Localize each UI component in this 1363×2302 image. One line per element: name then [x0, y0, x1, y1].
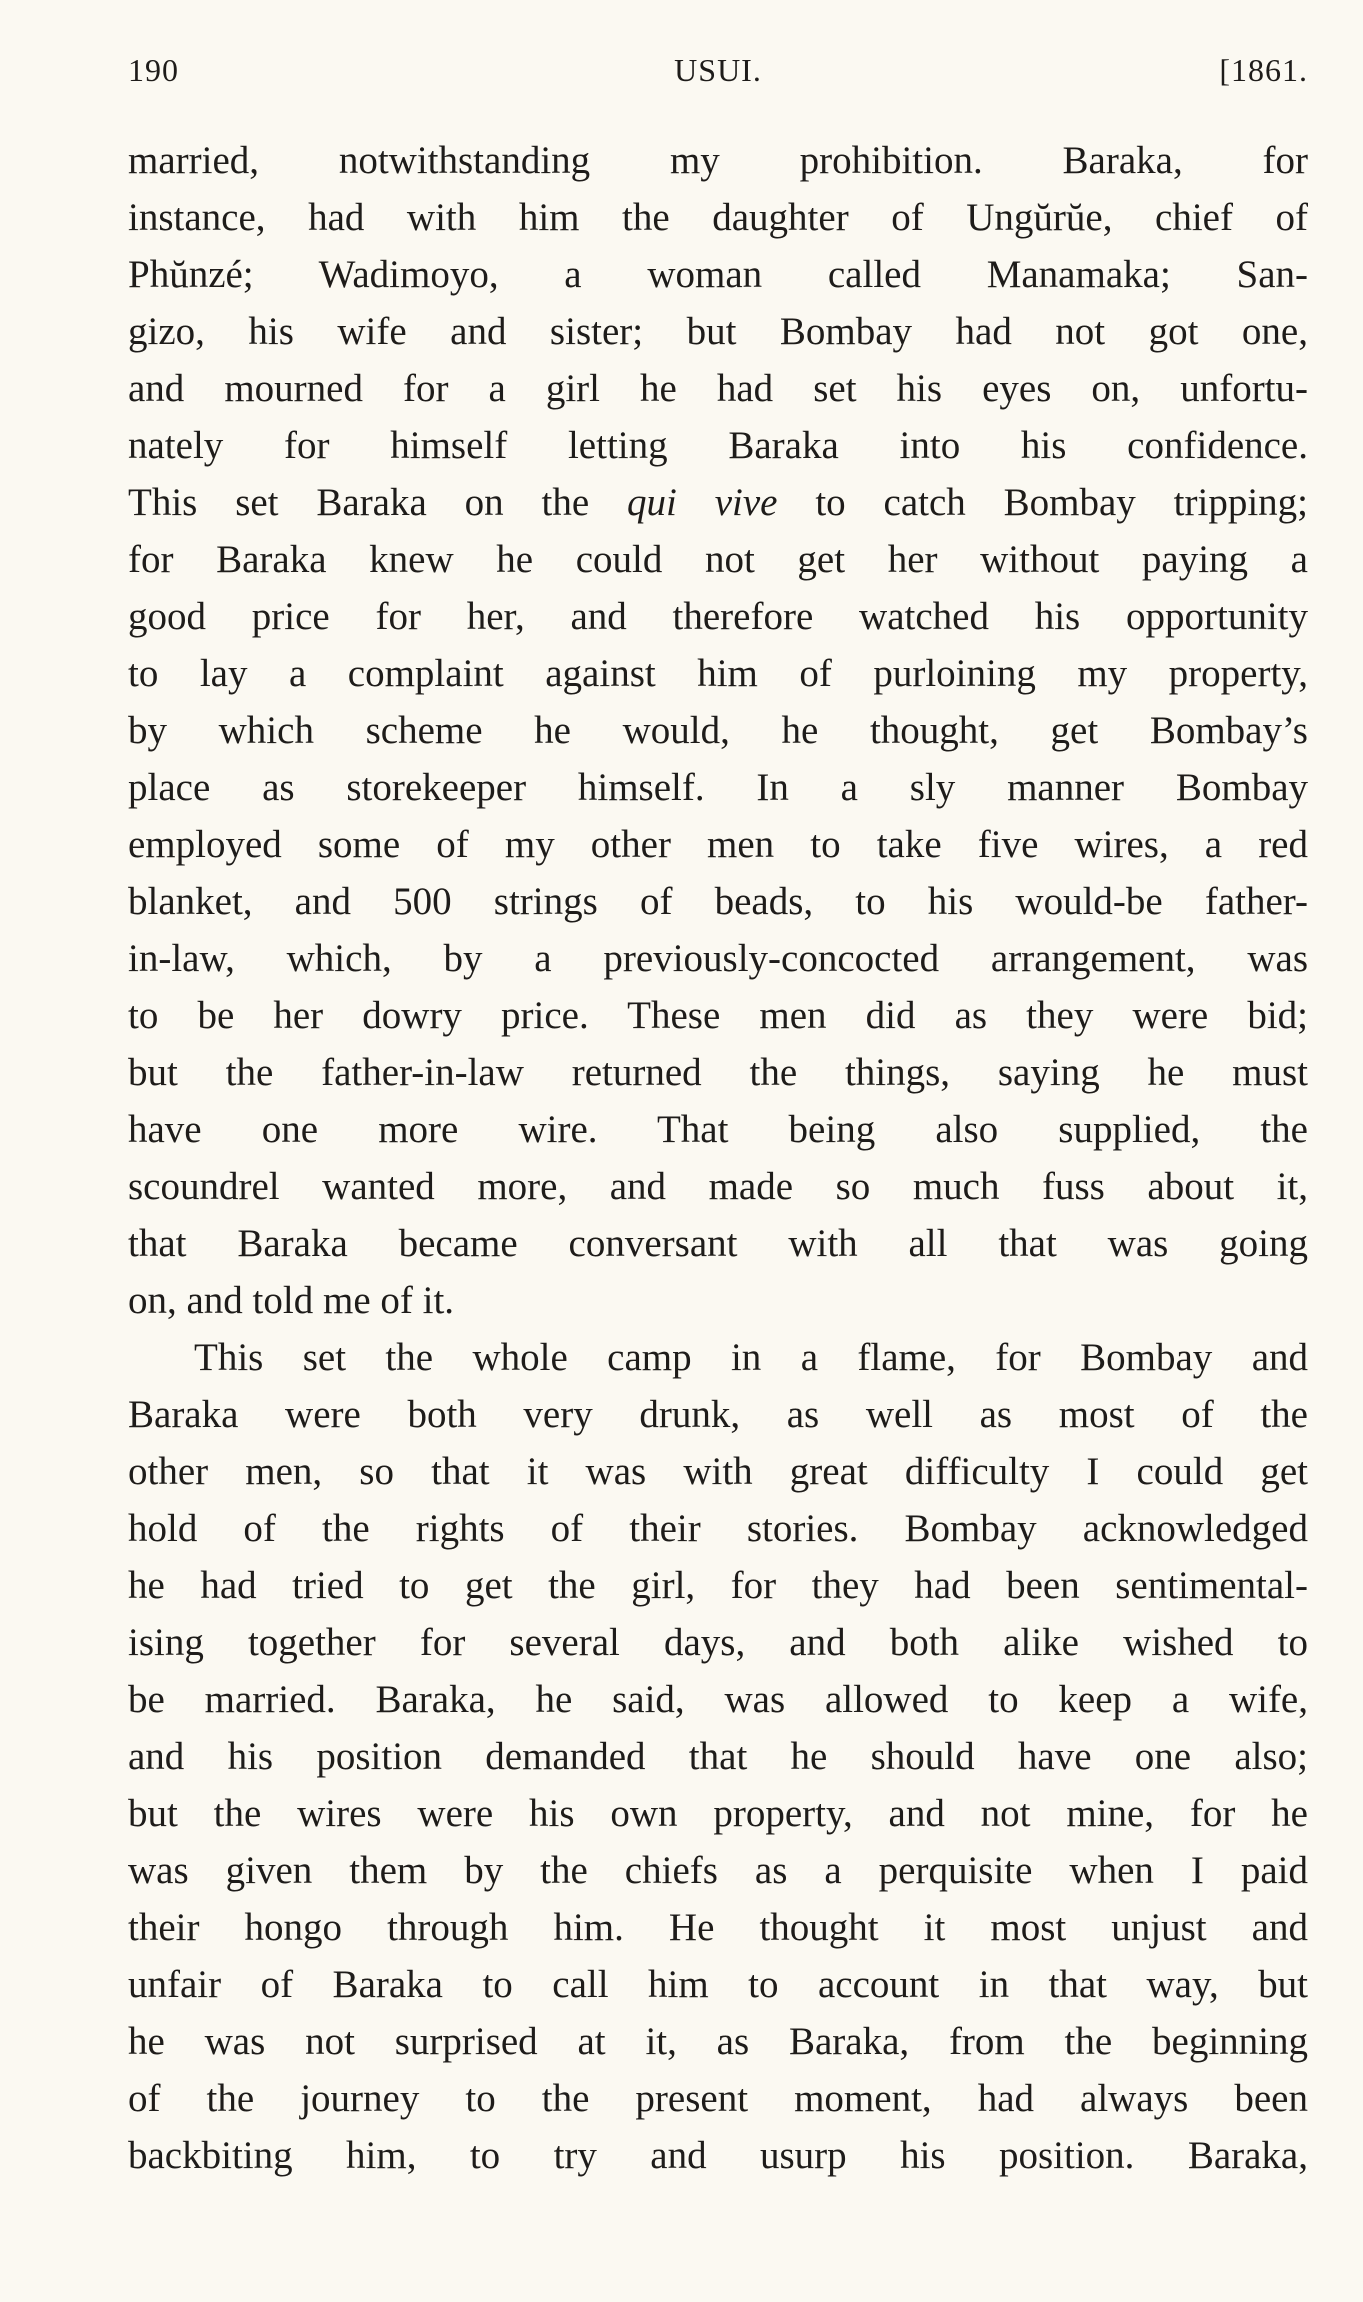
paragraph-2 [128, 1329, 1308, 2184]
text-line: nately for himself letting Baraka into his confidence. [128, 424, 1308, 467]
text-line: ising together for several days, and both alike wished to [128, 1621, 1308, 1664]
text-line: place as storekeeper himself. In a sly manner Bombay [128, 766, 1308, 809]
text-line: employed some of my other men to take five wires, a red [128, 823, 1308, 866]
running-header [128, 48, 1308, 92]
text-line: to lay a complaint against him of purloining my property, [128, 652, 1308, 695]
text-line: in-law, which, by a previously-concocted arrangement, was [128, 937, 1308, 980]
text-line: be married. Baraka, he said, was allowed to keep a wife, [128, 1678, 1308, 1721]
text-line: unfair of Baraka to call him to account in that way, but [128, 1963, 1308, 2006]
text-line: was given them by the chiefs as a perquisite when I paid [128, 1849, 1308, 1892]
text-line: for Baraka knew he could not get her without paying a [128, 538, 1308, 581]
page-number: 190 [128, 52, 179, 88]
year-marker: [1861. [1219, 52, 1308, 88]
body-text [128, 132, 1308, 2184]
text-line: and mourned for a girl he had set his eyes on, unfortu- [128, 367, 1308, 410]
text-line: by which scheme he would, he thought, get Bombay’s [128, 709, 1308, 752]
text-line: but the father-in-law returned the things, saying he must [128, 1051, 1308, 1094]
text-fragment: This set Baraka on the [128, 481, 628, 524]
text-line: married, notwithstanding my prohibition. Baraka, for [128, 139, 1308, 182]
text-line: This set the whole camp in a flame, for Bombay and [194, 1336, 1308, 1379]
text-line: to be her dowry price. These men did as they were bid; [128, 994, 1308, 1037]
text-fragment: to catch Bombay tripping; [777, 481, 1308, 524]
text-line: but the wires were his own property, and not mine, for he [128, 1792, 1308, 1835]
text-line: Baraka were both very drunk, as well as most of the [128, 1393, 1308, 1436]
text-line: their hongo through him. He thought it most unjust and [128, 1906, 1308, 1949]
text-line: he was not surprised at it, as Baraka, from the beginning [128, 2020, 1308, 2063]
italic-phrase: qui vive [627, 481, 778, 524]
text-line: Phŭnzé; Wadimoyo, a woman called Manamaka; San- [128, 253, 1308, 296]
paragraph-1 [128, 132, 1308, 1329]
text-line: and his position demanded that he should have one also; [128, 1735, 1308, 1778]
text-line: gizo, his wife and sister; but Bombay had not got one, [128, 310, 1308, 353]
text-line: scoundrel wanted more, and made so much fuss about it, [128, 1165, 1308, 1208]
text-line: he had tried to get the girl, for they had been sentimental- [128, 1564, 1308, 1607]
text-line: good price for her, and therefore watched his opportunity [128, 595, 1308, 638]
text-line: that Baraka became conversant with all that was going [128, 1222, 1308, 1265]
text-line: on, and told me of it. [128, 1279, 455, 1322]
text-line: hold of the rights of their stories. Bombay acknowledged [128, 1507, 1308, 1550]
text-line: have one more wire. That being also supplied, the [128, 1108, 1308, 1151]
text-line-with-italic [128, 474, 1308, 531]
text-line: blanket, and 500 strings of beads, to his would-be father- [128, 880, 1308, 923]
text-line: of the journey to the present moment, had always been [128, 2077, 1308, 2120]
text-line: other men, so that it was with great difficulty I could get [128, 1450, 1308, 1493]
text-line: backbiting him, to try and usurp his position. Baraka, [128, 2134, 1308, 2177]
text-line: instance, had with him the daughter of Ungŭrŭe, chief of [128, 196, 1308, 239]
running-title: USUI. [674, 52, 762, 88]
